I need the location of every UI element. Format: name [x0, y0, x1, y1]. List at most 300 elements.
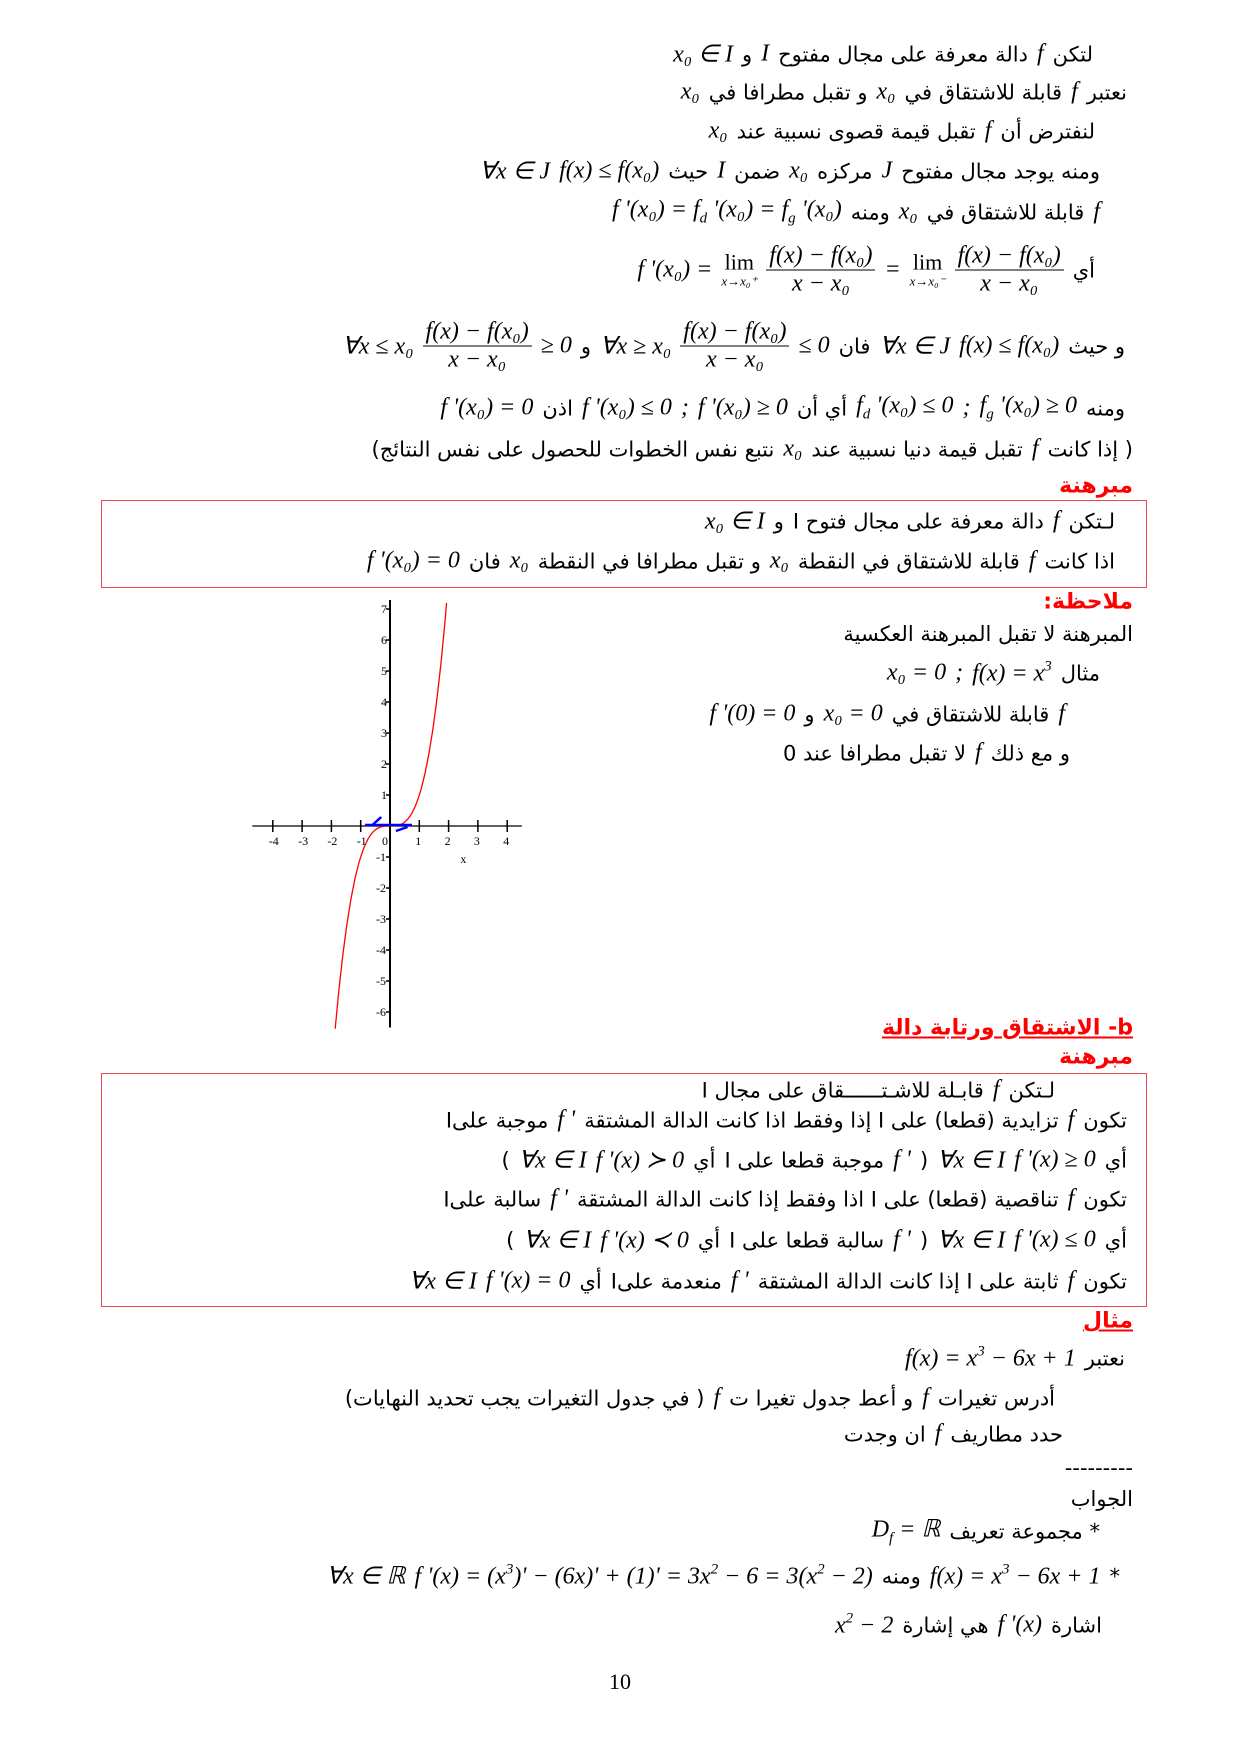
section-heading [882, 1016, 1133, 1041]
math-part: f '(x) = (x [414, 1563, 506, 1590]
math-part: x₀ [680, 78, 700, 105]
arabic-text: و [741, 42, 753, 66]
math-expression [993, 1077, 1000, 1104]
fraction-numerator: f(x) − f(x₀) [680, 319, 789, 347]
math-part: f ' [730, 1267, 749, 1294]
math-part: = [884, 256, 901, 283]
x-tick-label: 3 [473, 834, 480, 848]
arabic-text: ( في جدول التغيرات يجب تحديد النهايات) [344, 1386, 705, 1410]
arabic-text: و تقبل مطرافا في النقطة [537, 549, 761, 573]
fraction-numerator: f(x) − f(x₀) [766, 243, 875, 271]
example-line [345, 1385, 1055, 1412]
math-expression [985, 118, 992, 145]
math-subscript: d [862, 406, 871, 423]
math-expression [550, 1186, 568, 1213]
arabic-text: ضمن [734, 159, 781, 183]
math-part: f '(x₀) = f [612, 196, 700, 223]
math-part: f(x) = x [929, 1563, 1002, 1590]
math-part: D [871, 1516, 890, 1543]
conclusion-line [440, 393, 1125, 424]
math-part: f(x) ≤ f(x₀) [959, 332, 1060, 359]
math-part: I [717, 157, 726, 184]
math-part: − 2) [824, 1563, 873, 1590]
theorem-heading [1059, 1045, 1133, 1070]
math-expression [1037, 41, 1044, 68]
arabic-text: مبرهنة [1059, 1044, 1133, 1070]
math-part: f '(x) ≥ 0 [1014, 1146, 1096, 1173]
y-tick-label: 1 [381, 788, 387, 802]
y-tick-label: -6 [376, 1005, 386, 1019]
arabic-text: و أعط جدول تغيرا ت [729, 1386, 914, 1410]
math-part: ∀x ∈ ℝ [326, 1563, 406, 1590]
arabic-text: ملاحظة: [1043, 589, 1133, 615]
math-expression [1053, 508, 1060, 535]
math-expression [882, 158, 893, 185]
remark-line [843, 622, 1133, 646]
math-expression [959, 333, 1059, 360]
math-expression [1032, 436, 1039, 463]
limit-subscript: x→x₀⁻ [909, 273, 946, 289]
math-part: '(x₀) ≤ 0 [870, 392, 954, 419]
math-expression [761, 41, 769, 68]
arabic-text: ( [919, 1228, 929, 1252]
math-expression [342, 332, 413, 361]
arabic-text: قابلة للاشتقاق في [891, 702, 1050, 726]
math-expression [1071, 79, 1078, 106]
math-expression [972, 659, 1052, 688]
y-tick-label: -2 [376, 881, 386, 895]
math-expression [770, 548, 789, 575]
math-expression [486, 1268, 571, 1295]
math-part: f [1037, 40, 1044, 67]
x-axis-label: x [460, 852, 467, 866]
arabic-text: فان [838, 334, 871, 358]
fraction-denominator: x − x₀ [448, 346, 507, 373]
cubic-function-chart [242, 600, 537, 1035]
math-expression [415, 1562, 873, 1591]
arabic-text: نعتبر [1084, 1346, 1125, 1370]
math-expression [731, 1268, 749, 1295]
math-expression [922, 1385, 929, 1412]
text-line [673, 40, 1093, 69]
math-part: f ' [550, 1185, 569, 1212]
math-expression [1014, 1227, 1096, 1254]
math-part: x₀ = 0 [823, 700, 883, 727]
math-expression [519, 1146, 587, 1175]
arabic-text: b- الاشتقاق ورتابة دالة [881, 1015, 1133, 1041]
text-line [709, 118, 1095, 145]
math-part: ∀x ∈ I [523, 1227, 592, 1254]
math-part: )' − (6x)' + (1)' = 3x [513, 1563, 711, 1590]
lim-word: lim [912, 249, 943, 275]
x-tick-label: 1 [415, 834, 422, 848]
math-expression [835, 1611, 893, 1640]
math-expression [930, 1562, 1101, 1591]
math-superscript: 3 [505, 1561, 514, 1578]
math-part: x₀ [708, 117, 728, 144]
arabic-text: اذن [542, 396, 573, 420]
arabic-text: ان وجدت [843, 1422, 926, 1446]
arabic-text: تكون [1083, 1187, 1127, 1211]
math-part: '(x₀) = f [707, 196, 789, 223]
theorem-line [409, 1267, 1127, 1296]
math-expression [1093, 199, 1100, 226]
math-expression [1068, 1268, 1075, 1295]
math-part: f ' [893, 1146, 911, 1173]
x-tick-label: -4 [268, 834, 279, 848]
arabic-text: هي إشارة [902, 1613, 989, 1637]
theorem-line [443, 1186, 1127, 1213]
math-expression [582, 395, 672, 422]
math-part: f ' [557, 1106, 576, 1133]
arabic-text: مركزه [817, 159, 873, 183]
math-part: f [974, 739, 982, 766]
y-tick-label: -1 [376, 850, 386, 864]
arabic-text: تكون [1083, 1269, 1127, 1293]
math-part: x₀ = 0 [886, 659, 947, 686]
tangent-arrow-right [396, 827, 408, 831]
text-line [372, 436, 1133, 463]
text-line [479, 157, 1100, 186]
fraction-numerator: f(x) − f(x₀) [955, 243, 1064, 271]
arabic-text: سالبة قطعا على I [729, 1228, 885, 1252]
arabic-text: ( [919, 1148, 929, 1172]
math-part: f(x) = x [972, 660, 1045, 687]
math-part: x₀ ∈ I [673, 41, 733, 68]
math-part: f [1052, 507, 1060, 534]
arabic-text: و [804, 702, 815, 726]
arabic-text: ) [506, 1228, 515, 1252]
lim-word: lim [724, 249, 754, 275]
math-expression [705, 507, 765, 536]
arabic-text: مثال [1083, 1308, 1133, 1334]
math-part: f [992, 1076, 1000, 1103]
math-part: x₀ [876, 78, 896, 105]
math-part: f '(x) ≻ 0 [595, 1147, 685, 1174]
theorem-line [705, 507, 1115, 536]
math-expression [698, 395, 788, 422]
math-part: f [934, 1420, 942, 1447]
math-part: x [834, 1612, 846, 1639]
math-expression [887, 660, 946, 687]
arabic-text: أي [693, 1148, 716, 1172]
math-expression [327, 1562, 406, 1591]
math-expression [1058, 701, 1065, 728]
remark-line [783, 740, 1070, 767]
math-expression [998, 1612, 1042, 1639]
math-expression [1029, 548, 1036, 575]
math-part: x₀ ∈ I [704, 508, 765, 535]
arabic-text: * مجموعة تعريف [949, 1519, 1100, 1543]
math-part: f [1067, 1267, 1075, 1294]
math-expression [510, 548, 529, 575]
limit-line [637, 243, 1095, 298]
arabic-text: أدرس تغيرات [937, 1386, 1055, 1410]
math-part: f '(x) ≤ 0 [1014, 1226, 1096, 1253]
math-expression [681, 79, 700, 106]
arabic-text: --------- [1064, 1456, 1133, 1480]
text-line [612, 197, 1100, 228]
inequality-line [342, 319, 1125, 374]
math-part: J [881, 157, 893, 184]
arabic-text: أي [1104, 1148, 1127, 1172]
math-part: f(x) = x [905, 1345, 978, 1372]
arabic-text: تقبل قيمة قصوى نسبية عند [736, 119, 976, 143]
arabic-text: ومنه [850, 200, 890, 224]
math-expression [879, 332, 950, 361]
arabic-text: حيث [668, 159, 709, 183]
arabic-text: و حيث [1068, 334, 1125, 358]
math-expression [1014, 1147, 1096, 1174]
math-part: f ' [893, 1226, 911, 1253]
y-tick-label: 5 [381, 664, 387, 678]
arabic-text: الجواب [1070, 1487, 1133, 1511]
math-superscript: 3 [1001, 1561, 1010, 1578]
x-tick-label: -3 [298, 834, 309, 848]
y-tick-label: 2 [381, 757, 387, 771]
arabic-text: المبرهنة لا تقبل المبرهنة العكسية [843, 622, 1133, 646]
arabic-text: موجبة علىI [445, 1108, 549, 1132]
arabic-text: قابـلة للاشـتــــــقاق على مجال I [701, 1078, 984, 1102]
arabic-text: أي [1072, 258, 1095, 282]
arabic-text: لـتكن [1068, 509, 1115, 533]
math-expression [955, 660, 963, 687]
page-number: 10 [609, 1669, 631, 1694]
math-part: x₀ [509, 547, 529, 574]
math-expression [717, 158, 725, 185]
math-expression [600, 1226, 689, 1255]
arabic-text: دالة معرفة على مجال فتوح I [792, 509, 1044, 533]
fraction [423, 319, 532, 374]
math-part: ∀x ≤ x₀ [342, 333, 414, 360]
math-superscript: 2 [710, 1561, 719, 1578]
x-tick-label: -1 [356, 834, 367, 848]
arabic-text: أي [697, 1228, 721, 1252]
x-tick-label: 0 [382, 834, 388, 848]
math-part: ∀x ∈ I [518, 1147, 587, 1174]
arabic-text: أي [579, 1269, 602, 1293]
math-part: f [713, 1384, 721, 1411]
arabic-text: قابلة للاشتقاق في [926, 200, 1085, 224]
math-expression [709, 701, 795, 728]
math-part: f '(x) ≺ 0 [600, 1227, 689, 1254]
math-subscript: d [699, 210, 708, 227]
text-line [681, 79, 1127, 106]
math-part: − 6x + 1 [984, 1345, 1076, 1372]
math-expression [937, 1226, 1005, 1255]
math-expression [824, 701, 883, 728]
y-tick-label: 6 [381, 633, 387, 647]
math-expression [935, 1421, 942, 1448]
arabic-text: قابلة للاشتقاق في [904, 80, 1063, 104]
math-part: f '(x₀) = 0 [366, 547, 460, 574]
arabic-text: * [1109, 1564, 1120, 1588]
arabic-text: اشارة [1051, 1613, 1102, 1637]
math-expression [789, 158, 808, 185]
math-expression [409, 1267, 477, 1296]
math-expression [937, 1146, 1005, 1175]
remark-line [887, 659, 1100, 688]
math-part: ∀x ∈ I [937, 1147, 1006, 1174]
theorem-line [506, 1226, 1127, 1255]
y-tick-label: 3 [381, 726, 387, 740]
math-expression [612, 197, 842, 228]
math-expression [479, 157, 550, 186]
math-superscript: 3 [1044, 658, 1052, 675]
math-part: f [979, 392, 987, 419]
math-expression [856, 393, 953, 424]
math-expression [783, 436, 802, 463]
separator [1065, 1456, 1133, 1480]
math-part: x₀ [769, 547, 789, 574]
arabic-text: منعدمة علىI [610, 1269, 722, 1293]
math-superscript: 2 [817, 1561, 825, 1578]
example-heading [1083, 1309, 1133, 1334]
math-superscript: 3 [977, 1343, 985, 1360]
arabic-text: ومنه يوجد مجال مفتوح [901, 159, 1100, 183]
math-expression [367, 548, 460, 575]
math-part: f [984, 117, 992, 144]
math-superscript: 2 [845, 1610, 854, 1627]
arabic-text: قابلة للاشتقاق في النقطة [797, 549, 1020, 573]
math-expression [963, 395, 971, 422]
x-tick-label: 2 [444, 834, 451, 848]
arabic-text: تناقصية (قطعا) على I اذا وفقط إذا كانت الدالة المشتقة [577, 1187, 1059, 1211]
math-part: f [1067, 1185, 1075, 1212]
arabic-text: نتبع نفس الخطوات للحصول على نفس النتائج) [371, 437, 775, 461]
math-part: = ℝ [893, 1516, 941, 1543]
math-part: f [1031, 435, 1039, 462]
math-expression [541, 333, 572, 360]
fraction-denominator: x − x₀ [980, 270, 1039, 297]
math-part: '(x₀) [795, 196, 842, 223]
math-expression [523, 1226, 591, 1255]
answer-line [872, 1515, 1100, 1548]
math-part: f '(x₀) = [637, 256, 713, 283]
math-part: ∀x ∈ I [937, 1227, 1006, 1254]
math-expression [681, 395, 689, 422]
math-expression [872, 1515, 941, 1548]
math-subscript: f [889, 1530, 894, 1547]
math-part: '(x₀) ≥ 0 [993, 392, 1077, 419]
arabic-text: أي أن [796, 396, 848, 420]
math-expression [905, 1344, 1076, 1373]
fraction-numerator: f(x) − f(x₀) [423, 319, 532, 347]
x-tick-label: 4 [503, 834, 510, 848]
math-part: f '(x₀) = 0 [440, 394, 534, 421]
math-part: f [1093, 198, 1100, 225]
limit-operator [910, 251, 946, 289]
arabic-text: موجبة قطعا على I [724, 1148, 885, 1172]
example-line [844, 1421, 1063, 1448]
arabic-text: مثال [1060, 661, 1100, 685]
math-expression [1068, 1107, 1075, 1134]
arabic-text: لا تقبل مطرافا عند 0 [782, 741, 966, 765]
math-part: f '(x) [997, 1611, 1043, 1638]
arabic-text: أي [1104, 1228, 1127, 1252]
math-expression [798, 333, 829, 360]
math-part: f [1058, 700, 1065, 727]
x-tick-label: -2 [327, 834, 338, 848]
arabic-text: تزايدية (قطعا) على I إذا وفقط اذا كانت الدالة المشتقة [584, 1108, 1059, 1132]
math-part: f [856, 392, 863, 419]
arabic-text: نعتبر [1086, 80, 1127, 104]
arabic-text: ثابتة على I إذا كانت الدالة المشتقة [757, 1269, 1059, 1293]
y-tick-label: 7 [381, 602, 387, 616]
math-part: − 6 = 3(x [718, 1563, 818, 1590]
math-expression [596, 1146, 685, 1175]
math-part: x₀ [898, 198, 918, 225]
arabic-text: تقبل قيمة دنيا نسبية عند [811, 437, 1023, 461]
math-expression [600, 332, 671, 361]
answer-line [327, 1562, 1120, 1591]
math-part: f [1071, 78, 1078, 105]
math-expression [713, 1385, 720, 1412]
math-expression [440, 395, 533, 422]
math-expression [884, 257, 900, 284]
math-part: ∀x ∈ J [879, 333, 951, 360]
theorem-line [367, 548, 1115, 575]
answer-heading [1071, 1487, 1133, 1511]
theorem-line [702, 1077, 1055, 1104]
math-part: x₀ [789, 157, 809, 184]
math-expression [637, 257, 712, 284]
math-part: ∀x ∈ I [408, 1268, 477, 1295]
remark-line [709, 701, 1065, 728]
math-part: ; [680, 394, 689, 421]
math-part: f '(0) = 0 [709, 700, 796, 727]
arabic-text: و تقبل مطرافا في [708, 80, 868, 104]
arabic-text: ومنه [1086, 396, 1125, 420]
arabic-text: و مع ذلك [990, 741, 1070, 765]
limit-subscript: x→x₀⁺ [721, 273, 758, 289]
fraction [766, 243, 875, 298]
y-tick-label: -3 [376, 912, 386, 926]
math-subscript: g [788, 210, 796, 227]
y-tick-label: -5 [376, 974, 386, 988]
theorem-heading [1059, 474, 1133, 499]
theorem-line [501, 1146, 1127, 1175]
arabic-text: مبرهنة [1059, 473, 1133, 499]
math-part: ≤ 0 [798, 332, 830, 359]
math-part: I [761, 40, 770, 67]
y-tick-label: -4 [376, 943, 386, 957]
theorem-line [446, 1107, 1127, 1134]
math-expression [673, 40, 733, 69]
arabic-text: لتكن [1052, 42, 1093, 66]
math-part: f(x) ≤ f(x₀) [559, 157, 660, 184]
arabic-text: دالة معرفة على مجال مفتوح [778, 42, 1028, 66]
math-part: − 6x + 1 [1009, 1563, 1101, 1590]
math-part: ≥ 0 [540, 332, 572, 359]
math-part: ; [962, 394, 971, 421]
arabic-text: سالبة علىI [443, 1187, 542, 1211]
fraction [955, 243, 1064, 298]
arabic-text: لـتكن [1008, 1078, 1055, 1102]
math-expression [559, 158, 659, 185]
fraction-denominator: x − x₀ [705, 346, 764, 373]
math-expression [877, 79, 896, 106]
math-part: ∀x ∈ J [479, 158, 551, 185]
example-line [905, 1344, 1125, 1373]
y-tick-label: 4 [381, 695, 387, 709]
answer-line [835, 1611, 1102, 1640]
math-expression [975, 740, 982, 767]
arabic-text: تكون [1083, 1108, 1127, 1132]
math-expression [709, 118, 728, 145]
math-expression [1068, 1186, 1075, 1213]
math-expression [899, 199, 918, 226]
